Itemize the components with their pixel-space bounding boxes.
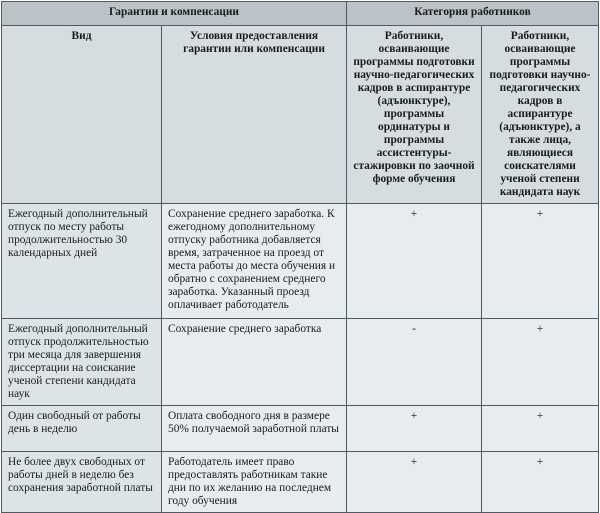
row-type: Ежегодный дополнительный отпуск по месту работы продолжительностью 30 календарных дней <box>2 204 162 319</box>
row-cat1-mark: + <box>347 452 482 513</box>
table-row <box>2 452 599 513</box>
table-row <box>2 406 599 452</box>
row-conditions: Работодатель имеет право предоставлять работникам такие дни по их желанию на последнем году обучения <box>162 452 347 513</box>
row-conditions: Сохранение среднего заработка. К ежегодному дополнительному отпуску работника добавляется время, затраченное на проезд от места работы до места обучения и обратно с сохранением среднего заработка. Указанный проезд оплачивает работодатель <box>162 204 347 319</box>
row-type: Один свободный от работы день в неделю <box>2 406 162 452</box>
header-col-category-2: Работники, осваивающие программы подготовки научно-педагогических кадров в аспирантуре (адъюнктуре), а также лица, являющиеся соискателями ученой степени кандидата наук <box>482 26 599 204</box>
row-conditions: Сохранение среднего заработка <box>162 319 347 406</box>
header-category: Категория работников <box>347 2 599 26</box>
row-type: Ежегодный дополнительный отпуск продолжительностью три месяца для завершения диссертации на соискание ученой степени кандидата наук <box>2 319 162 406</box>
header-columns-row <box>2 26 599 204</box>
header-col-conditions: Условия предоставления гарантии или компенсации <box>162 26 347 204</box>
row-cat2-mark: + <box>482 319 599 406</box>
table-row <box>2 319 599 406</box>
benefits-table-container <box>1 1 598 507</box>
benefits-table <box>1 1 599 513</box>
table-row <box>2 204 599 319</box>
row-cat2-mark: + <box>482 406 599 452</box>
row-cat2-mark: + <box>482 204 599 319</box>
header-col-category-1: Работники, осваивающие программы подготовки научно-педагогических кадров в аспирантуре (адъюнктуре), программы ординатуры и программы ассистентуры-стажировки по заочной форме обучения <box>347 26 482 204</box>
header-group-row <box>2 2 599 26</box>
row-cat1-mark: - <box>347 319 482 406</box>
header-col-type: Вид <box>2 26 162 204</box>
row-conditions: Оплата свободного дня в размере 50% получаемой заработной платы <box>162 406 347 452</box>
row-type: Не более двух свободных от работы дней в неделю без сохранения заработной платы <box>2 452 162 513</box>
row-cat1-mark: + <box>347 204 482 319</box>
header-guarantees: Гарантии и компенсации <box>2 2 347 26</box>
row-cat1-mark: + <box>347 406 482 452</box>
row-cat2-mark: + <box>482 452 599 513</box>
